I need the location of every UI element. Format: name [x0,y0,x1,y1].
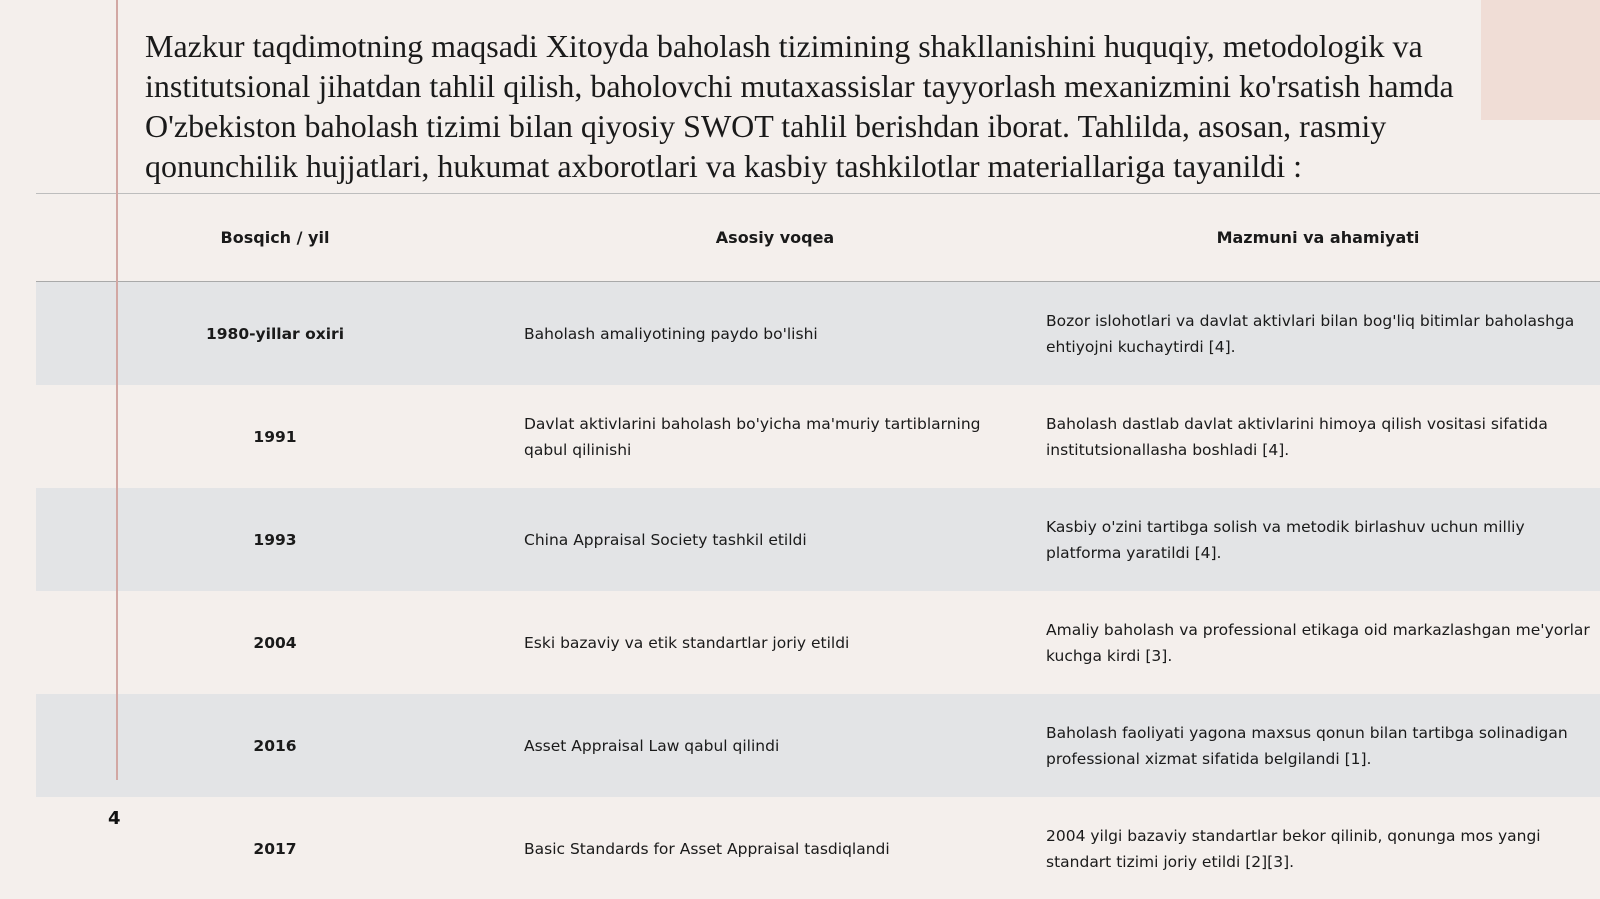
row-event: Baholash amaliyotining paydo bo'lishi [514,282,1036,386]
table-row [36,694,1600,797]
row-meaning: Amaliy baholash va professional etikaga oid markazlashgan me'yorlar kuchga kirdi [3]. [1036,591,1600,694]
table-header-row [36,194,1600,282]
row-meaning: 2004 yilgi bazaviy standartlar bekor qilinib, qonunga mos yangi standart tizimi joriy etildi [2][3]. [1036,797,1600,899]
intro-paragraph: Mazkur taqdimotning maqsadi Xitoyda baholash tizimining shakllanishini huquqiy, metodologik va institutsional jihatdan tahlil qilish, baholovchi mutaxassislar tayyorlash mexanizmini ko'rsatish hamda O'zbekiston baholash tizimi bilan qiyosiy SWOT tahlil berishdan iborat. Tahlilda, asosan, rasmiy qonunchilik hujjatlari, hukumat axborotlari va kasbiy tashkilotlar materiallariga tayanildi : [145,28,1454,184]
row-meaning: Kasbiy o'zini tartibga solish va metodik birlashuv uchun milliy platforma yaratildi [4]. [1036,488,1600,591]
row-event: China Appraisal Society tashkil etildi [514,488,1036,591]
table-row [36,282,1600,386]
vertical-accent-line [116,0,118,780]
page-number: 4 [108,808,121,829]
row-year: 2016 [36,694,514,797]
row-meaning: Baholash dastlab davlat aktivlarini himoya qilish vositasi sifatida institutsionallasha boshladi [4]. [1036,385,1600,488]
row-event: Asset Appraisal Law qabul qilindi [514,694,1036,797]
row-event: Basic Standards for Asset Appraisal tasdiqlandi [514,797,1036,899]
row-year: 1991 [36,385,514,488]
row-meaning: Bozor islohotlari va davlat aktivlari bilan bog'liq bitimlar baholashga ehtiyojni kuchaytirdi [4]. [1036,282,1600,386]
row-year: 2017 [36,797,514,899]
table-row [36,797,1600,899]
row-event: Davlat aktivlarini baholash bo'yicha ma'muriy tartiblarning qabul qilinishi [514,385,1036,488]
header-content-significance: Mazmuni va ahamiyati [1036,194,1600,282]
timeline-table [36,193,1600,899]
row-year: 1993 [36,488,514,591]
row-year: 2004 [36,591,514,694]
table-row [36,385,1600,488]
row-event: Eski bazaviy va etik standartlar joriy etildi [514,591,1036,694]
row-year: 1980-yillar oxiri [36,282,514,386]
table-row [36,488,1600,591]
header-main-event: Asosiy voqea [514,194,1036,282]
corner-accent-block [1481,0,1600,120]
row-meaning: Baholash faoliyati yagona maxsus qonun bilan tartibga solinadigan professional xizmat sifatida belgilandi [1]. [1036,694,1600,797]
header-stage-year: Bosqich / yil [36,194,514,282]
table-row [36,591,1600,694]
